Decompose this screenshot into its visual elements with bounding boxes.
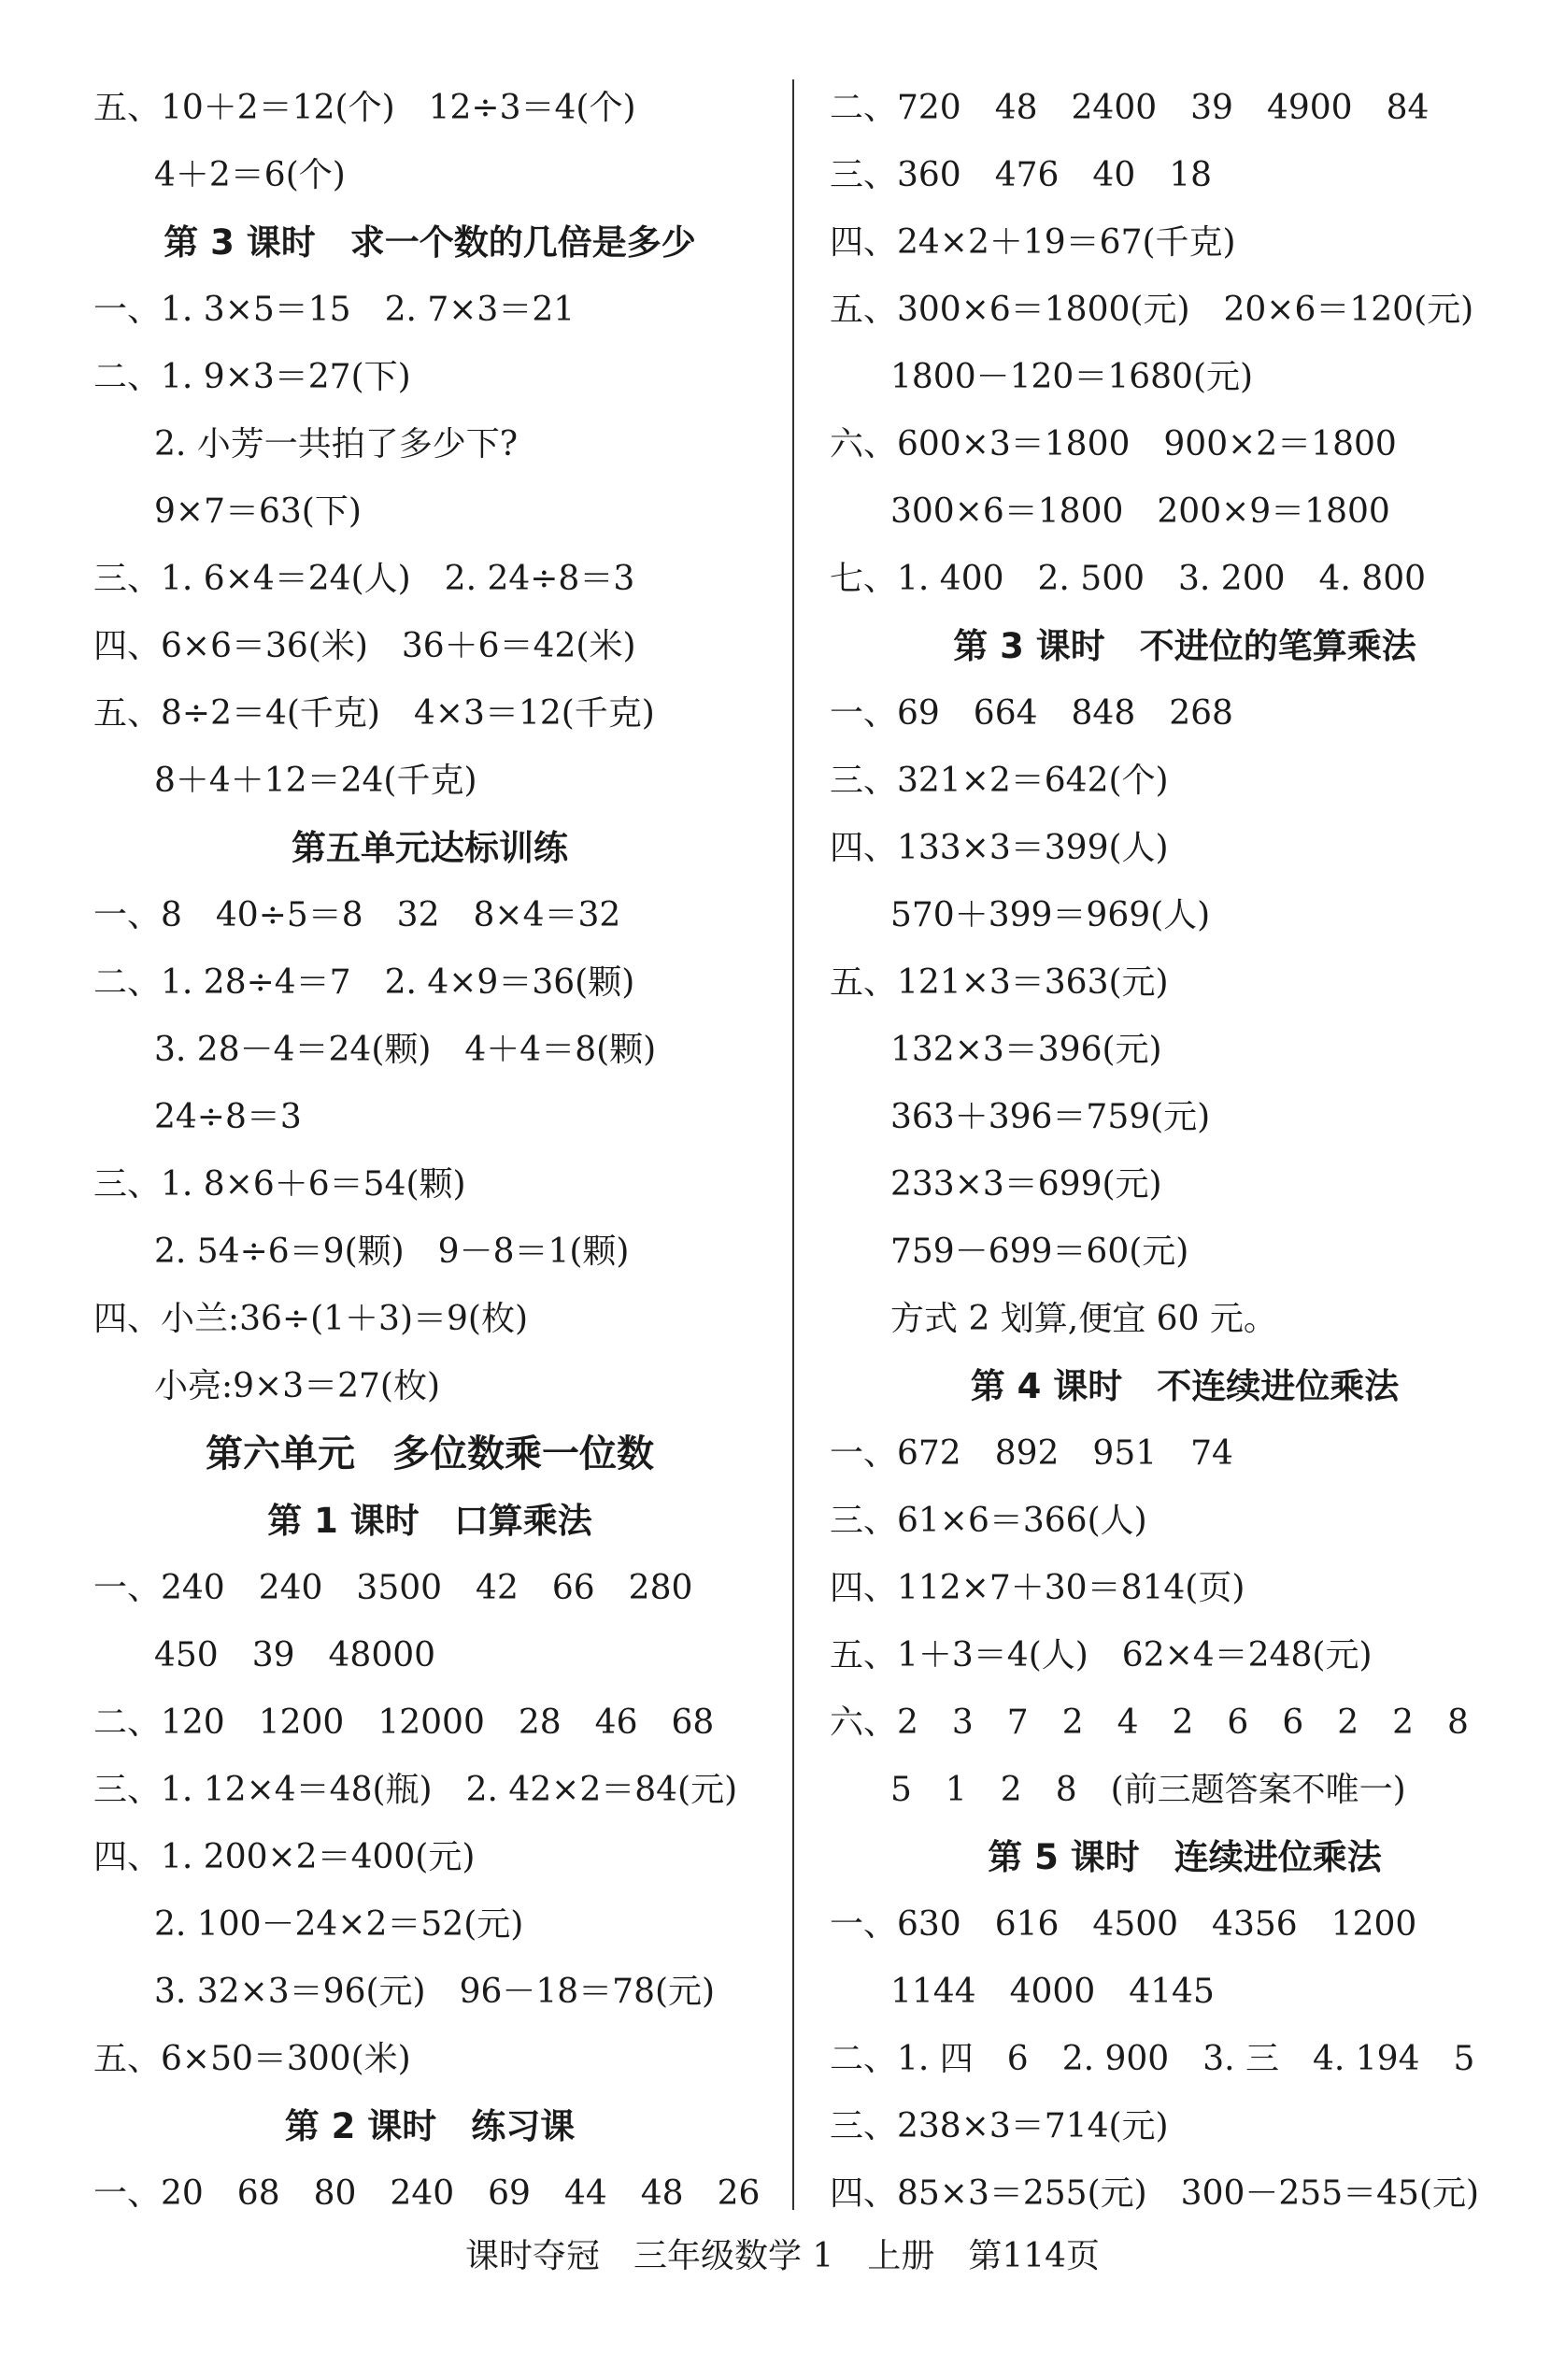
answer-line: 五、300×6＝1800(元) 20×6＝120(元) <box>830 291 1474 329</box>
right-answer-column <box>830 75 1540 2228</box>
answer-line: 2. 小芳一共拍了多少下? <box>154 425 519 463</box>
answer-line: 一、630 616 4500 4356 1200 <box>830 1905 1417 1944</box>
answer-line: 450 39 48000 <box>154 1636 436 1675</box>
answer-line: 六、600×3＝1800 900×2＝1800 <box>830 425 1397 463</box>
answer-line: 四、小兰:36÷(1＋3)＝9(枚) <box>93 1300 528 1338</box>
section-heading: 第 3 课时 求一个数的几倍是多少 <box>164 222 696 263</box>
answer-line: 二、720 48 2400 39 4900 84 <box>830 89 1430 127</box>
answer-line: 一、1. 3×5＝15 2. 7×3＝21 <box>93 291 576 329</box>
section-heading: 第 4 课时 不连续进位乘法 <box>970 1366 1400 1406</box>
answer-line: 五、8÷2＝4(千克) 4×3＝12(千克) <box>93 694 655 733</box>
answer-line: 9×7＝63(下) <box>154 492 362 531</box>
answer-line: 四、24×2＋19＝67(千克) <box>830 223 1236 262</box>
answer-line: 1800－120＝1680(元) <box>890 358 1254 396</box>
section-heading: 第五单元达标训练 <box>292 828 568 868</box>
answer-line: 二、1. 9×3＝27(下) <box>93 358 411 396</box>
answer-line: 四、85×3＝255(元) 300－255＝45(元) <box>830 2174 1480 2213</box>
answer-line: 3. 28－4＝24(颗) 4＋4＝8(颗) <box>154 1031 657 1069</box>
answer-line: 300×6＝1800 200×9＝1800 <box>890 492 1390 531</box>
answer-line: 一、69 664 848 268 <box>830 694 1233 733</box>
answer-line: 570＋399＝969(人) <box>890 896 1211 934</box>
answer-line: 二、120 1200 12000 28 46 68 <box>93 1703 715 1742</box>
answer-line: 二、1. 28÷4＝7 2. 4×9＝36(颗) <box>93 963 635 1002</box>
answer-line: 方式 2 划算,便宜 60 元。 <box>890 1300 1277 1338</box>
answer-line: 六、2 3 7 2 4 2 6 6 2 2 8 <box>830 1703 1469 1742</box>
answer-line: 2. 100－24×2＝52(元) <box>154 1905 524 1944</box>
answer-line: 三、1. 6×4＝24(人) 2. 24÷8＝3 <box>93 560 635 598</box>
section-heading: 第 2 课时 练习课 <box>284 2106 576 2146</box>
answer-line: 三、1. 8×6＋6＝54(颗) <box>93 1165 466 1204</box>
answer-line: 四、6×6＝36(米) 36＋6＝42(米) <box>93 627 636 665</box>
column-divider <box>792 79 794 2210</box>
answer-line: 五、6×50＝300(米) <box>93 2040 411 2078</box>
answer-line: 一、672 892 951 74 <box>830 1434 1233 1473</box>
section-heading: 第 5 课时 连续进位乘法 <box>988 1837 1382 1877</box>
answer-line: 四、1. 200×2＝400(元) <box>93 1838 476 1876</box>
section-heading: 第 3 课时 不进位的笔算乘法 <box>953 626 1416 666</box>
answer-line: 四、133×3＝399(人) <box>830 829 1169 867</box>
answer-line: 2. 54÷6＝9(颗) 9－8＝1(颗) <box>154 1233 630 1271</box>
answer-line: 759－699＝60(元) <box>890 1233 1189 1271</box>
answer-line: 五、10＋2＝12(个) 12÷3＝4(个) <box>93 89 636 127</box>
answer-line: 小亮:9×3＝27(枚) <box>154 1367 441 1405</box>
unit-heading: 第六单元 多位数乘一位数 <box>206 1432 654 1475</box>
answer-line: 三、238×3＝714(元) <box>830 2107 1169 2145</box>
answer-line: 3. 32×3＝96(元) 96－18＝78(元) <box>154 1973 716 2011</box>
answer-line: 132×3＝396(元) <box>890 1031 1162 1069</box>
answer-line: 一、8 40÷5＝8 32 8×4＝32 <box>93 896 621 934</box>
answer-line: 三、321×2＝642(个) <box>830 762 1169 800</box>
page-footer: 课时夺冠 三年级数学 1 上册 第114页 <box>464 2237 1101 2275</box>
left-answer-column <box>93 75 766 2228</box>
answer-line: 三、360 476 40 18 <box>830 156 1213 194</box>
answer-line: 24÷8＝3 <box>154 1098 302 1136</box>
answer-line: 三、61×6＝366(人) <box>830 1502 1147 1540</box>
answer-line: 363＋396＝759(元) <box>890 1098 1211 1136</box>
answer-line: 四、112×7＋30＝814(页) <box>830 1569 1245 1607</box>
answer-line: 8＋4＋12＝24(千克) <box>154 762 477 800</box>
answer-line: 五、1＋3＝4(人) 62×4＝248(元) <box>830 1636 1373 1675</box>
answer-line: 5 1 2 8 (前三题答案不唯一) <box>890 1771 1406 1809</box>
answer-line: 一、240 240 3500 42 66 280 <box>93 1569 693 1607</box>
answer-line: 4＋2＝6(个) <box>154 156 346 194</box>
answer-line: 1144 4000 4145 <box>890 1973 1215 2011</box>
answer-line: 一、20 68 80 240 69 44 48 26 <box>93 2174 761 2213</box>
answer-line: 233×3＝699(元) <box>890 1165 1162 1204</box>
answer-line: 五、121×3＝363(元) <box>830 963 1169 1002</box>
section-heading: 第 1 课时 口算乘法 <box>267 1501 592 1541</box>
answer-line: 三、1. 12×4＝48(瓶) 2. 42×2＝84(元) <box>93 1771 738 1809</box>
answer-line: 二、1. 四 6 2. 900 3. 三 4. 194 5 <box>830 2040 1475 2078</box>
answer-line: 七、1. 400 2. 500 3. 200 4. 800 <box>830 560 1427 598</box>
